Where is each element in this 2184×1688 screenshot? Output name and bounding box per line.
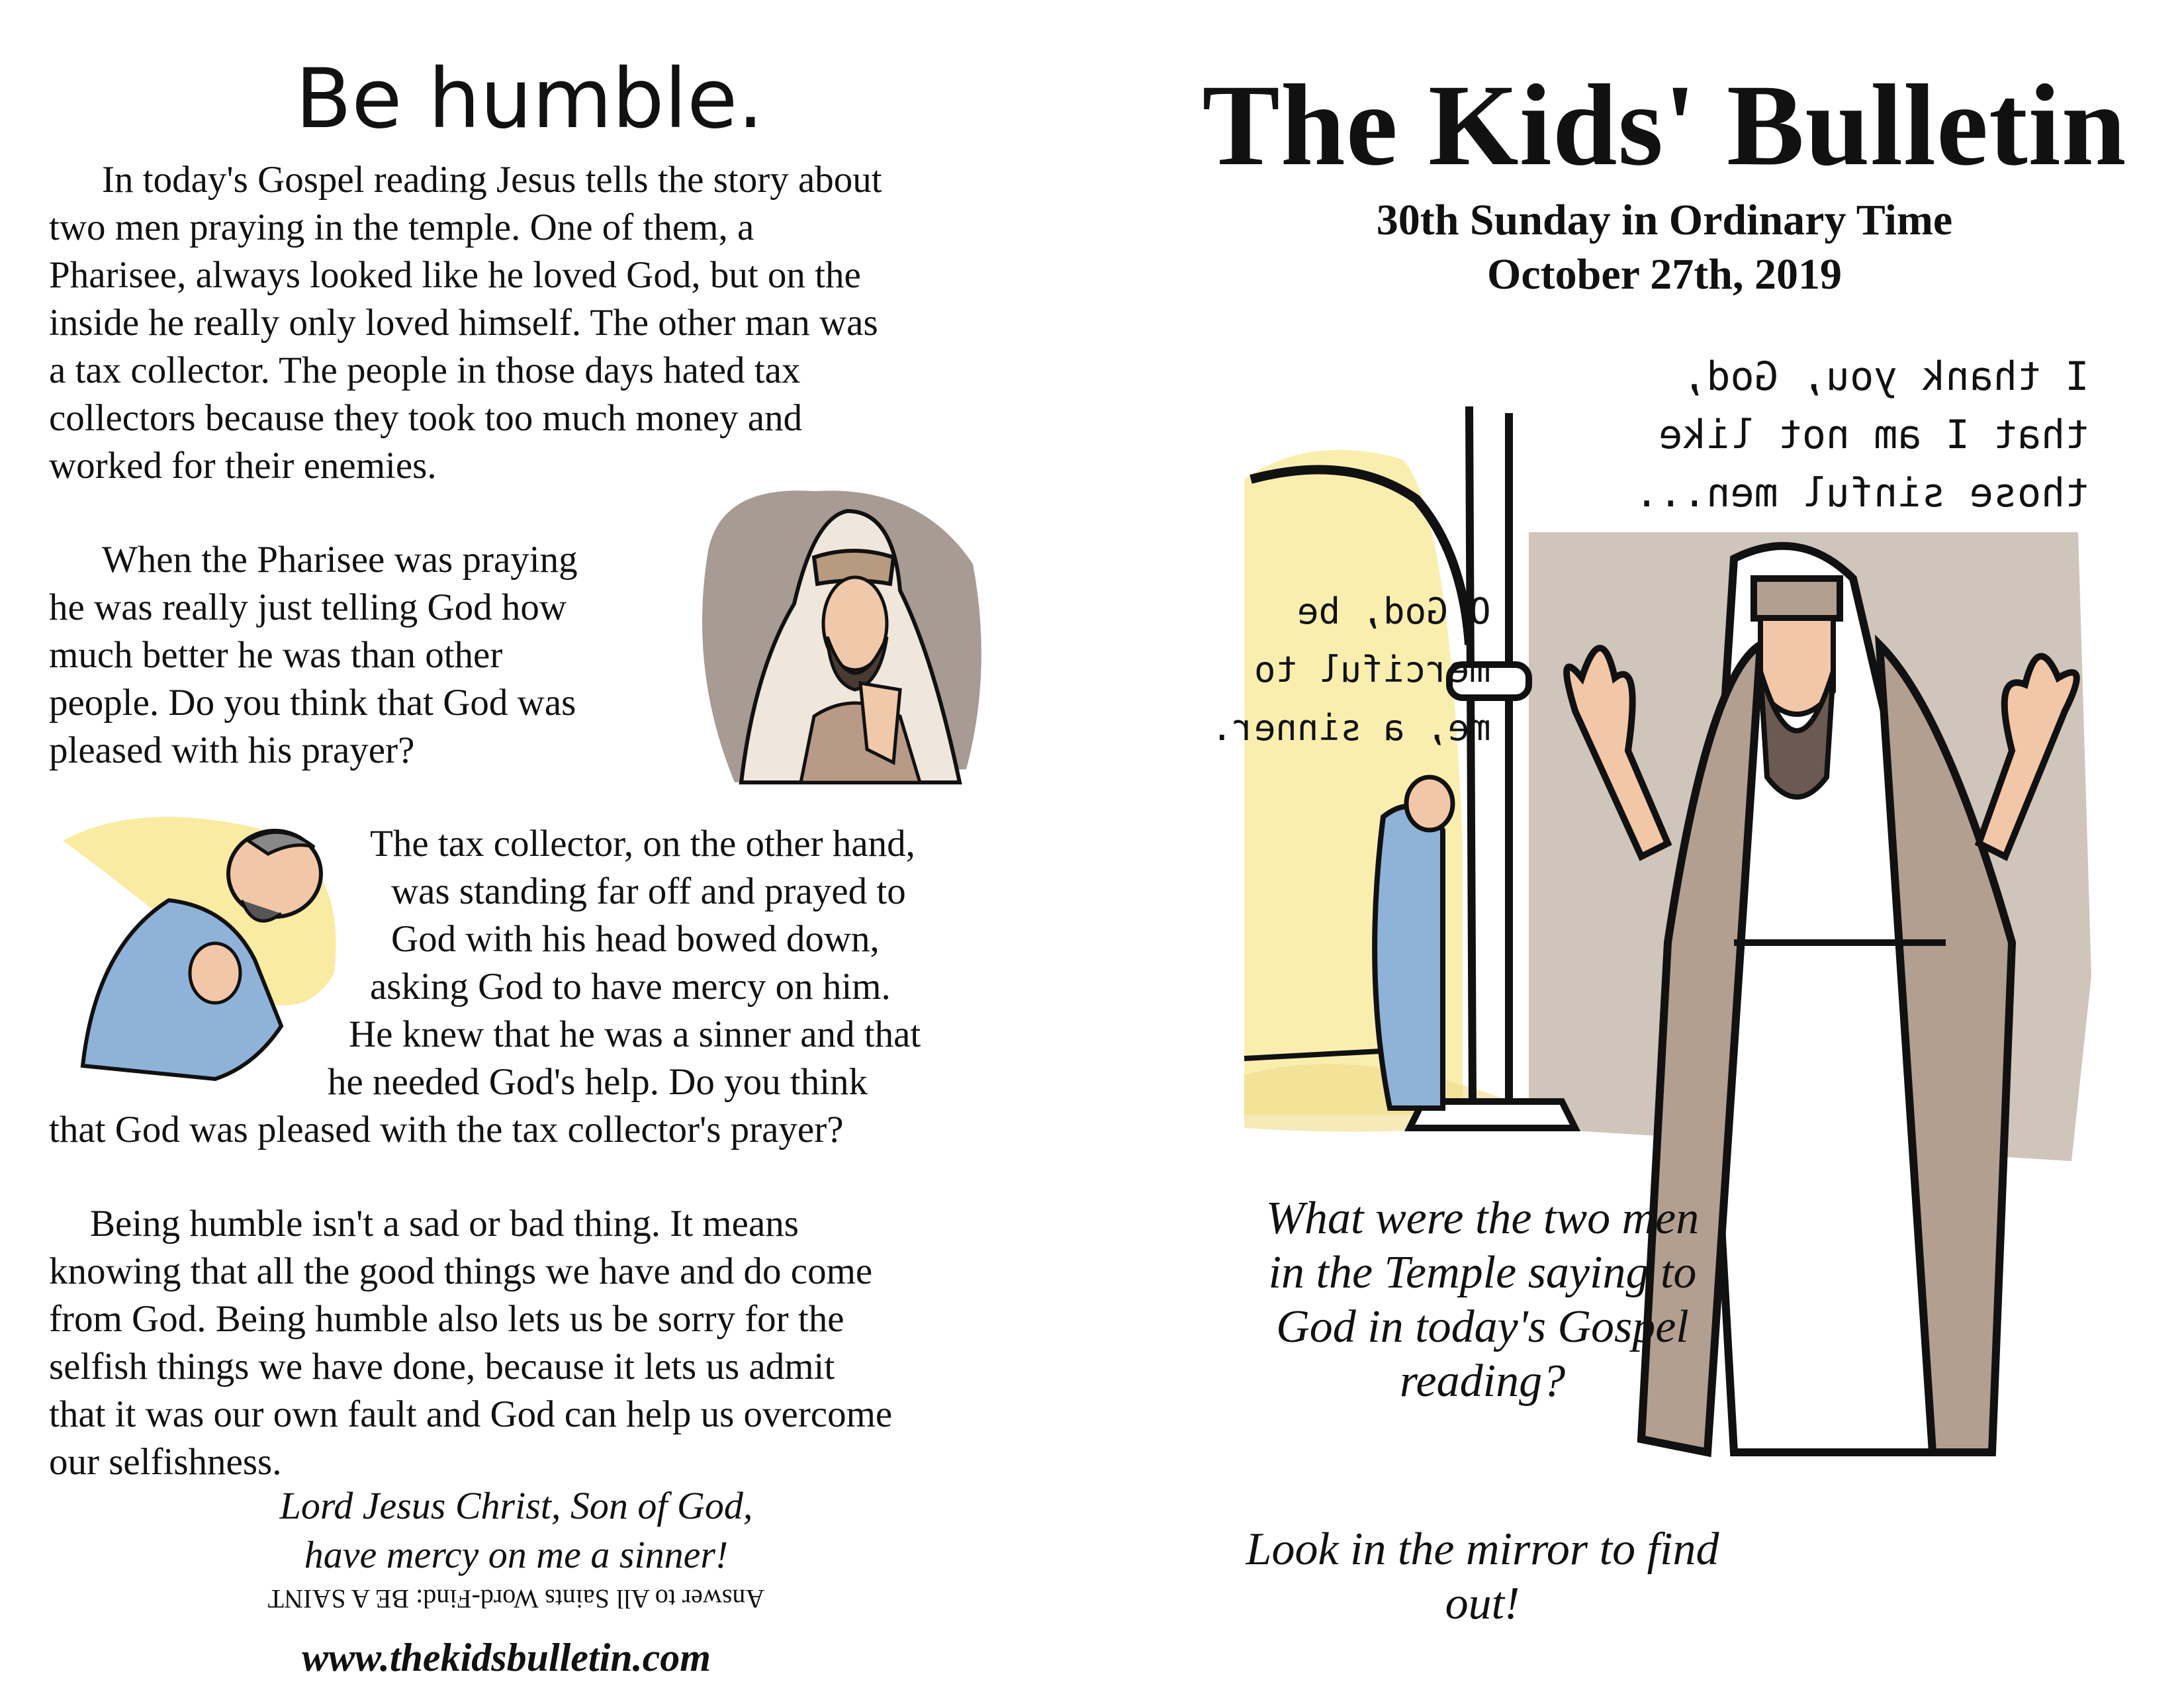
paragraph-pharisee (49, 536, 578, 774)
text-line: knowing that all the good things we have and do come (49, 1250, 873, 1292)
speech-line: those sinful men... (1635, 470, 2089, 516)
text-line: selfish things we have done, because it lets us admit (49, 1346, 835, 1387)
text-line: he needed God's help. Do you think (328, 1061, 868, 1103)
prayer-line: have mercy on me a sinner! (304, 1533, 729, 1576)
pharisee-praying-illustration (682, 471, 999, 796)
page-heading: Be humble. (295, 52, 764, 147)
text-line: collectors because they took too much money and (49, 397, 803, 439)
text-line: God with his head bowed down, (391, 918, 880, 960)
speech-line: that I am not like (1659, 412, 2089, 458)
text-line: inside he really only loved himself. The other man was (49, 302, 878, 344)
text-line: that God was pleased with the tax collector's prayer? (49, 1109, 844, 1150)
prayer-line: Lord Jesus Christ, Son of God, (279, 1484, 753, 1527)
website-link[interactable]: www.thekidsbulletin.com (302, 1636, 711, 1679)
text-line: asking God to have mercy on him. (370, 966, 891, 1008)
speech-line: O God, be (1297, 590, 1491, 632)
text-line: In today's Gospel reading Jesus tells the story about (102, 159, 882, 201)
text-line: He knew that he was a sinner and that (349, 1013, 921, 1055)
text-line: was standing far off and prayed to (391, 870, 906, 912)
closing-prayer (0, 1481, 1032, 1579)
mirror-hint: Look in the mirror to find out! (1246, 1524, 1719, 1629)
paragraph-intro (49, 156, 882, 490)
paragraph-humility (49, 1200, 892, 1486)
pharisee-speech-mirrored (1635, 348, 2089, 522)
text-line: our selfishness. (49, 1441, 282, 1483)
text-line: people. Do you think that God was (49, 682, 576, 724)
bulletin-title: The Kids' Bulletin (1202, 61, 2127, 190)
text-line: much better he was than other (49, 634, 503, 676)
text-line: two men praying in the temple. One of them, a (49, 207, 754, 248)
speech-line: me, a sinner. (1211, 707, 1491, 749)
text-line: pleased with his prayer? (49, 729, 415, 771)
text-line: The tax collector, on the other hand, (370, 823, 915, 865)
liturgical-day: 30th Sunday in Ordinary Time (1376, 196, 1953, 244)
upside-down-answer: Answer to All Saints Word-Find: BE A SAINT (267, 1584, 765, 1614)
text-line: worked for their enemies. (49, 445, 437, 487)
text-line: he was really just telling God how (49, 586, 567, 628)
question-text: What were the two men in the Temple saying to God in today's Gospel reading? (1265, 1193, 1700, 1407)
tax-collector-praying-illustration (56, 801, 347, 1086)
text-line: Being humble isn't a sad or bad thing. It means (90, 1203, 799, 1244)
text-line: a tax collector. The people in those days hated tax (49, 350, 801, 391)
text-line: When the Pharisee was praying (102, 539, 578, 581)
speech-line: merciful to (1254, 649, 1491, 690)
text-line: that it was our own fault and God can help us overcome (49, 1393, 893, 1435)
text-line: from God. Being humble also lets us be sorry for the (49, 1298, 844, 1340)
date: October 27th, 2019 (1487, 250, 1842, 299)
tax-collector-speech-mirrored (1211, 583, 1491, 757)
speech-line: I thank you, God, (1682, 353, 2089, 400)
text-line: Pharisee, always looked like he loved God, but on the (49, 254, 861, 296)
bulletin-subtitle (1125, 193, 2184, 302)
